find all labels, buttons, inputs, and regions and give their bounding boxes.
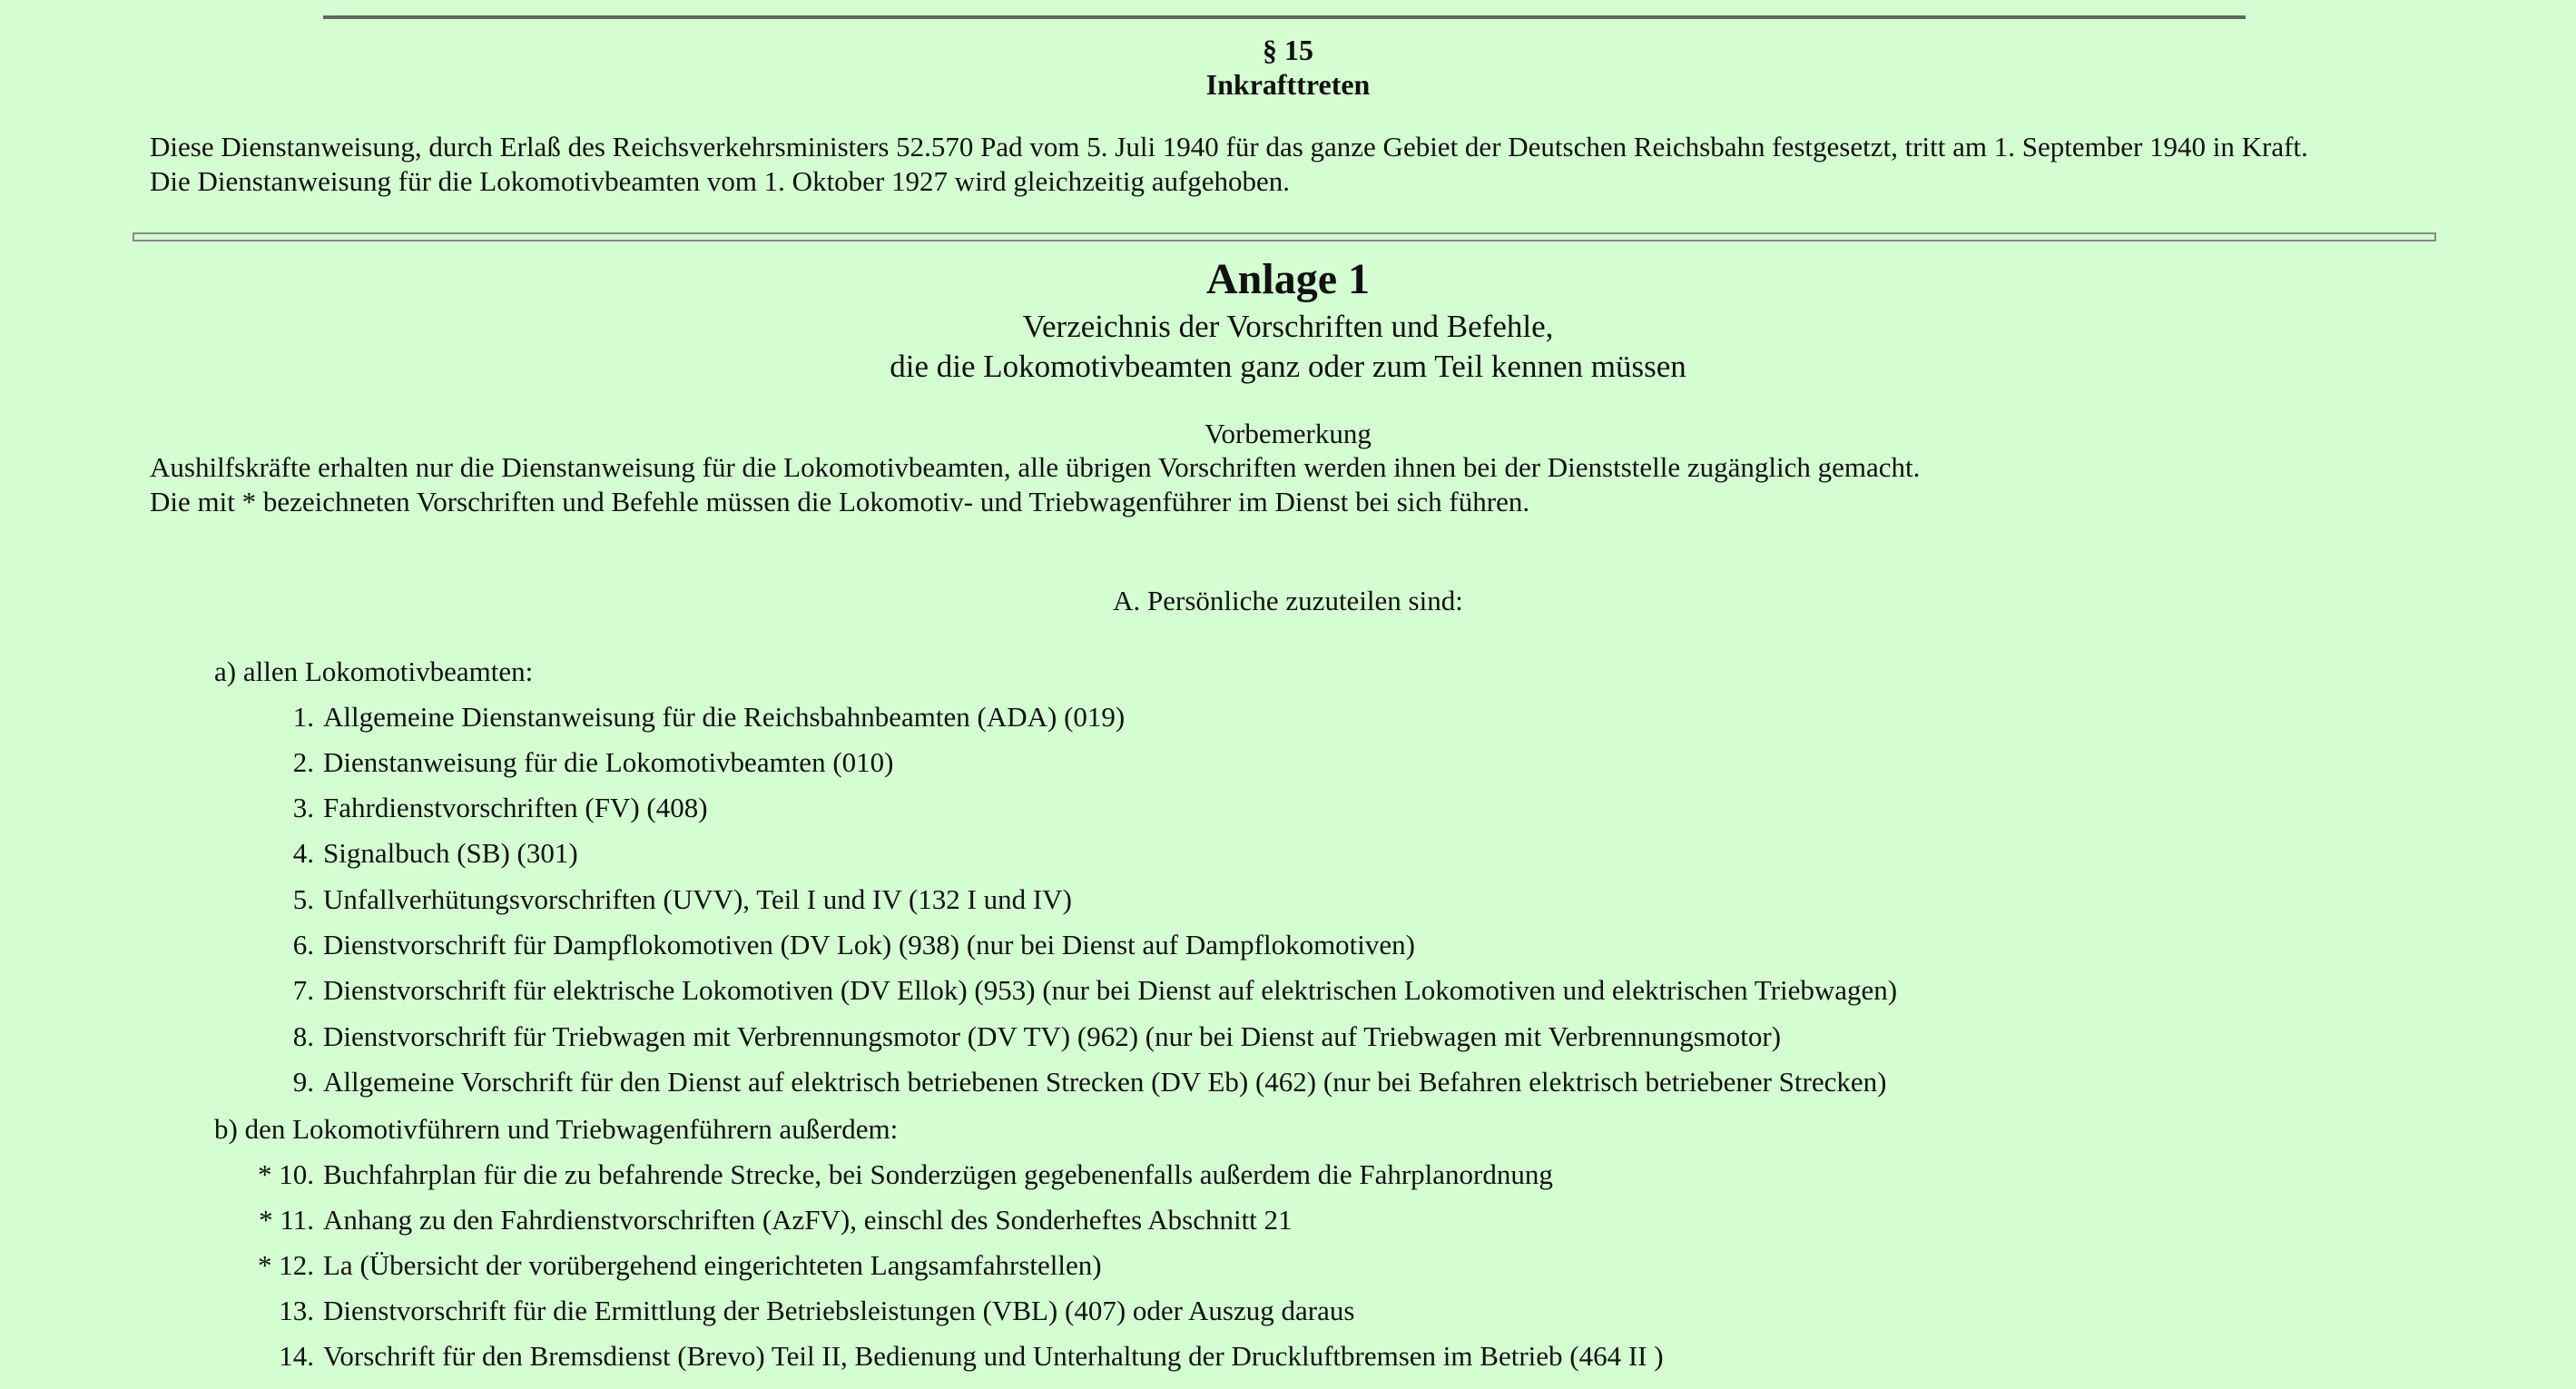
list-item-number: 9. [292, 1066, 314, 1098]
paragraph-title: Inkrafttreten [1205, 68, 1371, 101]
anlage-title: Anlage 1 [1206, 255, 1370, 303]
paragraph-body [150, 130, 2510, 199]
list-item-text: Allgemeine Vorschrift für den Dienst auf elektrisch betriebenen Strecken (DV Eb) (462) (nur bei Befahren elektrisch betriebener Strecken) [323, 1066, 1887, 1098]
list-item-text: Dienstvorschrift für Dampflokomotiven (DV Lok) (938) (nur bei Dienst auf Dampflokomotiven) [323, 929, 1415, 960]
list-item-text: Signalbuch (SB) (301) [323, 837, 578, 869]
top-divider [323, 15, 2246, 19]
group-b-label: b) den Lokomotivführern und Triebwagenführern außerdem: [214, 1113, 899, 1145]
list-item-text: La (Übersicht der vorübergehend eingerichteten Langsamfahrstellen) [323, 1249, 1102, 1281]
list-item-text: Vorschrift für den Bremsdienst (Brevo) Teil II, Bedienung und Unterhaltung der Druckluftbremsen im Betrieb (464 II ) [323, 1340, 1664, 1372]
list-item-text: Dienstvorschrift für Triebwagen mit Verbrennungsmotor (DV TV) (962) (nur bei Dienst auf Triebwagen mit Verbrennungsmotor) [323, 1020, 1782, 1052]
vorbemerkung-line: Aushilfskräfte erhalten nur die Dienstanweisung für die Lokomotivbeamten, alle übrigen Vorschriften werden ihnen bei der Dienststelle zugänglich gemacht. [150, 451, 1921, 483]
paragraph-number: § 15 [1263, 34, 1313, 66]
list-item-number: 8. [292, 1020, 314, 1052]
section-divider [133, 232, 2436, 241]
list-item-number: 4. [292, 837, 314, 869]
list-item-text: Dienstanweisung für die Lokomotivbeamten (010) [323, 746, 894, 778]
vorbemerkung-heading: Vorbemerkung [1204, 418, 1372, 449]
list-item-number: 2. [292, 746, 314, 778]
list-item-number: 6. [292, 929, 314, 960]
group-a-label: a) allen Lokomotivbeamten: [214, 655, 534, 687]
list-item-number: 14. [279, 1340, 314, 1372]
list-item-number: * 11. [259, 1204, 314, 1236]
list-item-text: Unfallverhütungsvorschriften (UVV), Teil I und IV (132 I und IV) [323, 883, 1072, 915]
list-item-number: 13. [279, 1295, 314, 1326]
list-item-text: Allgemeine Dienstanweisung für die Reichsbahnbeamten (ADA) (019) [323, 701, 1126, 733]
list-item-number: 5. [292, 883, 314, 915]
section-a-heading: A. Persönliche zuzuteilen sind: [1113, 585, 1463, 616]
list-item-text: Dienstvorschrift für die Ermittlung der Betriebsleistungen (VBL) (407) oder Auszug daraus [323, 1295, 1355, 1326]
list-item-text: Anhang zu den Fahrdienstvorschriften (AzFV), einschl des Sonderheftes Abschnitt 21 [323, 1204, 1293, 1236]
list-item-number: * 12. [258, 1249, 314, 1281]
paragraph-line: Die Dienstanweisung für die Lokomotivbeamten vom 1. Oktober 1927 wird gleichzeitig aufgehoben. [150, 165, 1291, 197]
vorbemerkung-line: Die mit * bezeichneten Vorschriften und Befehle müssen die Lokomotiv- und Triebwagenführer im Dienst bei sich führen. [150, 486, 1530, 517]
list-item-text: Dienstvorschrift für elektrische Lokomotiven (DV Ellok) (953) (nur bei Dienst auf elektrischen Lokomotiven und elektrischen Triebwagen) [323, 974, 1898, 1006]
paragraph-line: Diese Dienstanweisung, durch Erlaß des Reichsverkehrsministers 52.570 Pad vom 5. Juli 1940 für das ganze Gebiet der Deutschen Reichsbahn festgesetzt, tritt am 1. September 1940 in Kraft. [150, 131, 2308, 163]
vorbemerkung-body [150, 450, 1920, 519]
list-item-text: Buchfahrplan für die zu befahrende Strecke, bei Sonderzügen gegebenenfalls außerdem die Fahrplanordnung [323, 1158, 1553, 1190]
list-item-number: 3. [292, 792, 314, 823]
list-item-number: 7. [292, 974, 314, 1006]
anlage-subtitle-line1: Verzeichnis der Vorschriften und Befehle, [1022, 309, 1554, 344]
list-item-number: * 10. [258, 1158, 314, 1190]
anlage-subtitle-line2: die die Lokomotivbeamten ganz oder zum Teil kennen müssen [890, 349, 1686, 384]
list-item-number: 1. [292, 701, 314, 733]
list-item-text: Fahrdienstvorschriften (FV) (408) [323, 792, 708, 823]
